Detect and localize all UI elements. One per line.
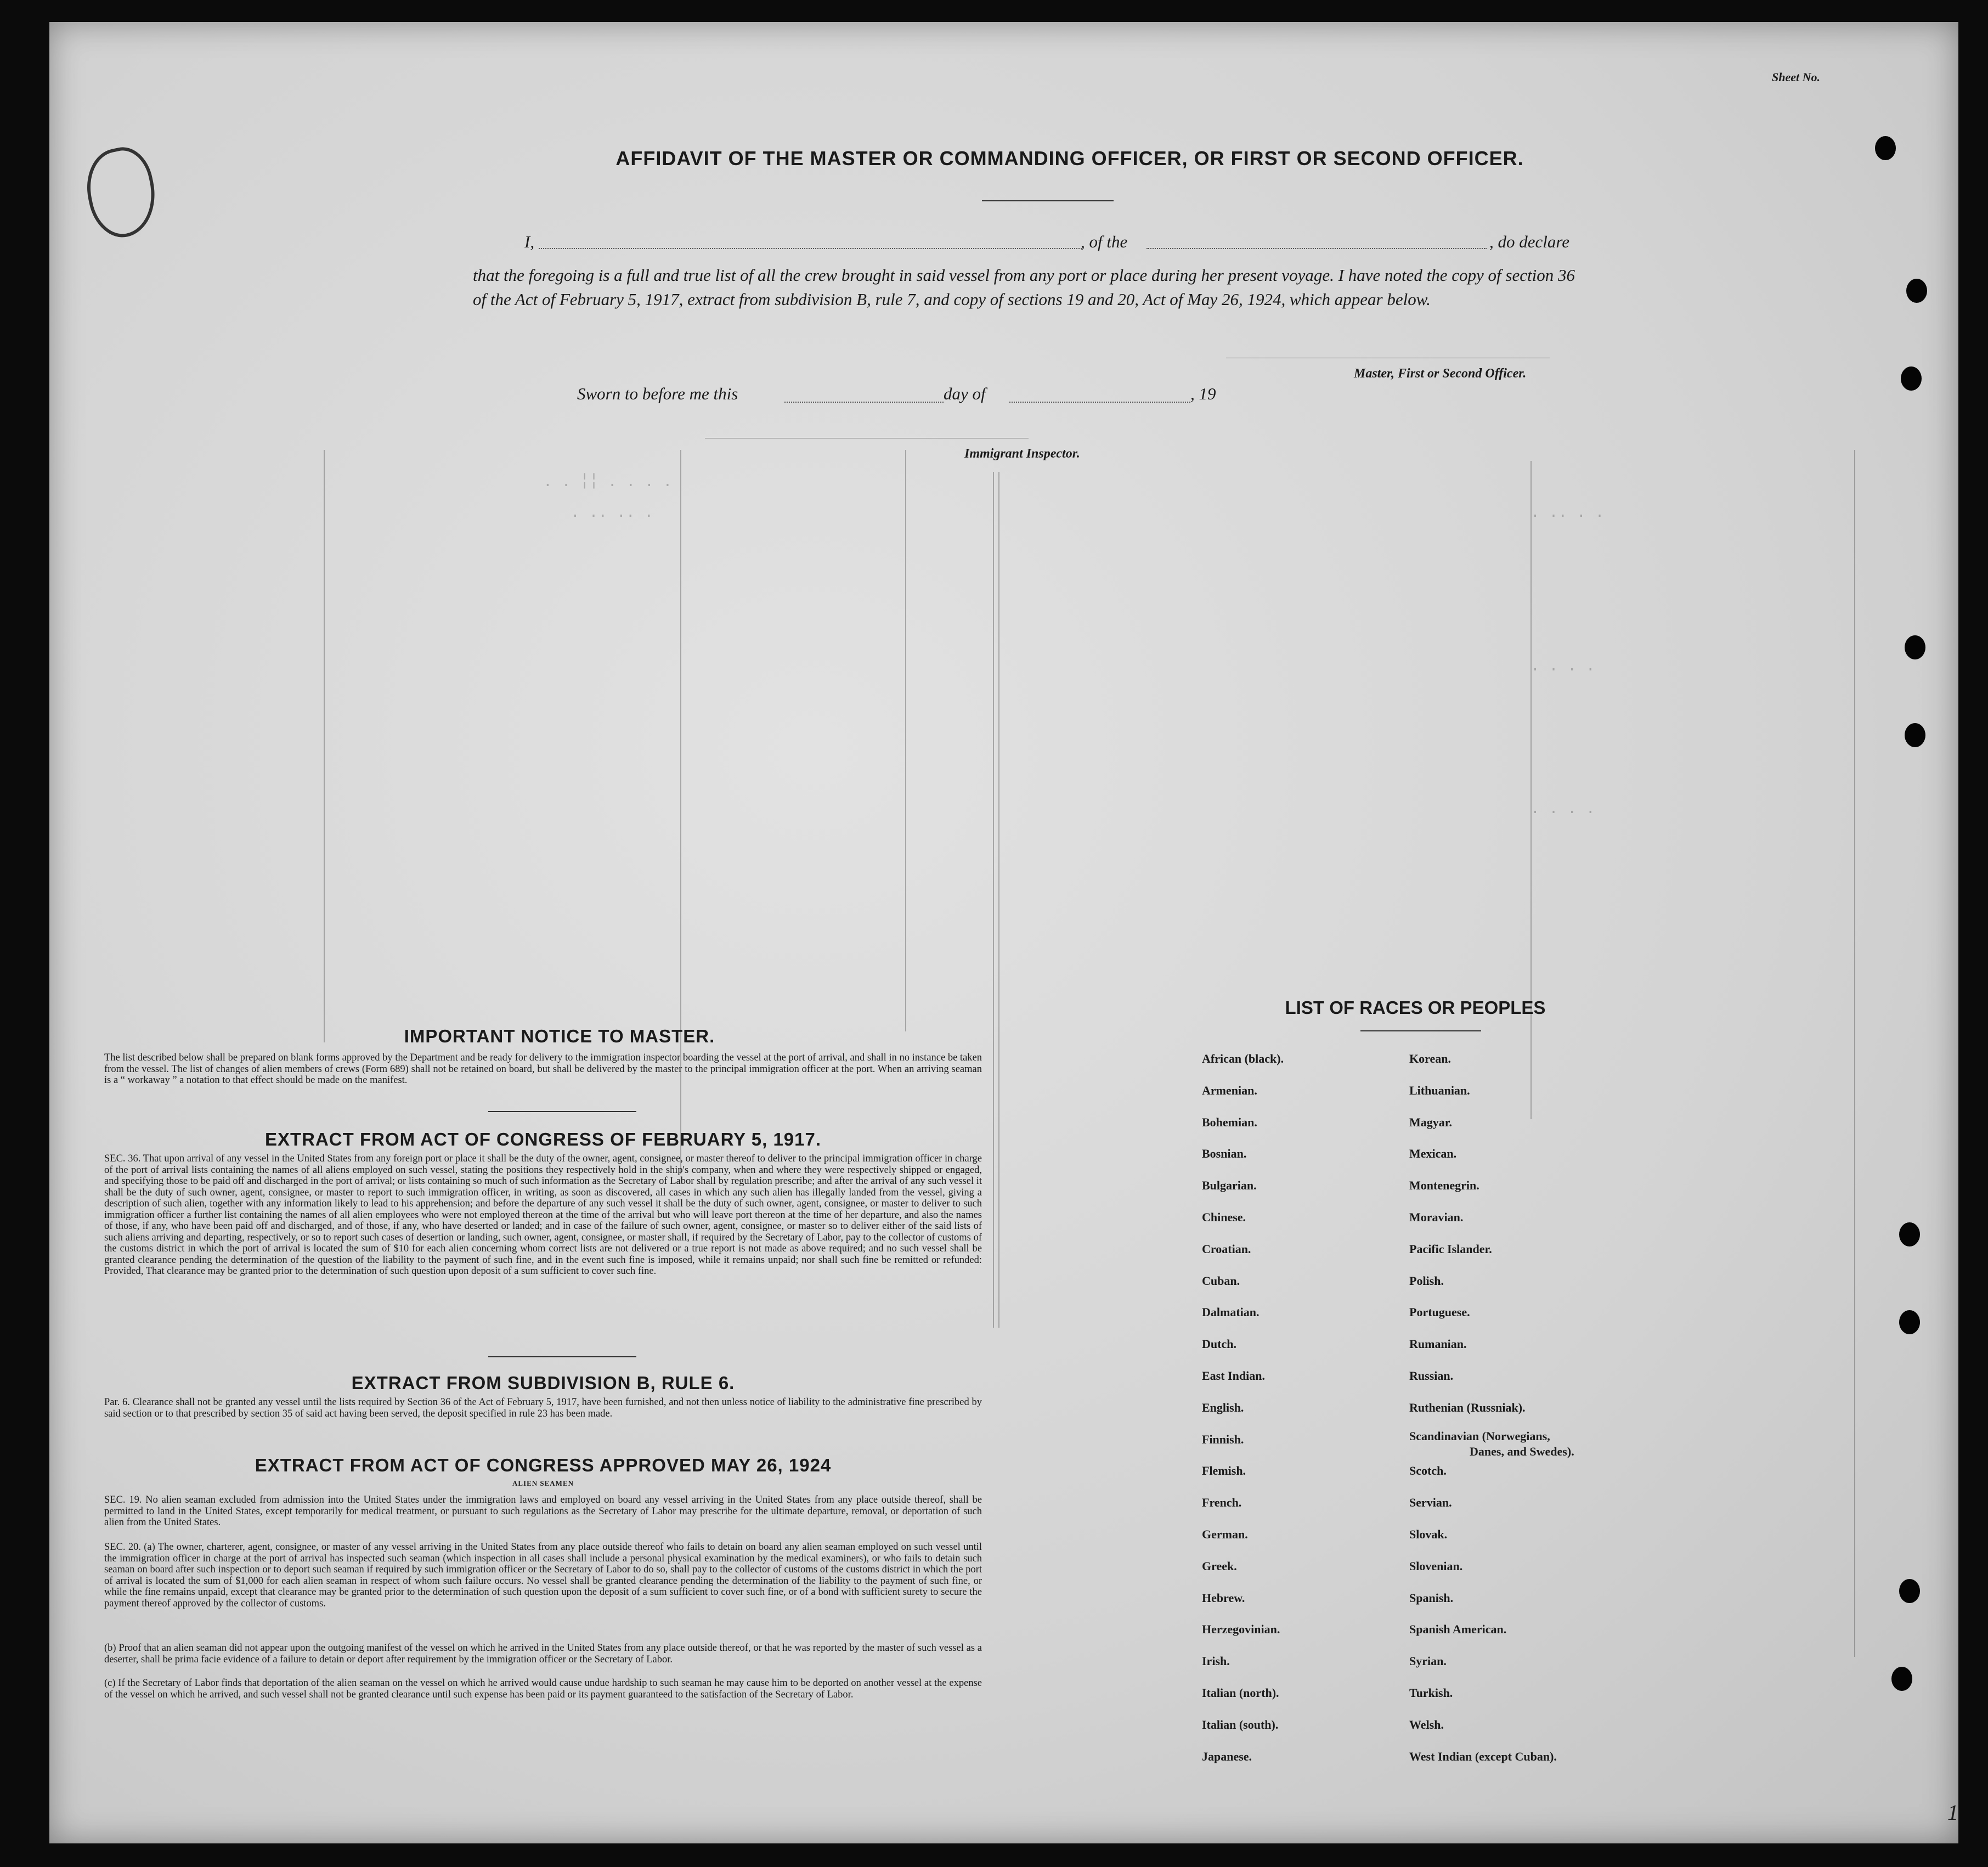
race-item-left: East Indian.	[1202, 1369, 1265, 1383]
race-item-left: Bosnian.	[1202, 1147, 1247, 1161]
race-item-left: Herzegovinian.	[1202, 1622, 1280, 1637]
race-item-left: African (black).	[1202, 1052, 1284, 1065]
race-item-right: Spanish American.	[1409, 1622, 1507, 1637]
name-field-line[interactable]	[539, 248, 1082, 249]
race-item-continuation: Danes, and Swedes).	[1470, 1444, 1574, 1458]
race-item-left: Croatian.	[1202, 1242, 1251, 1256]
race-item-right: Ruthenian (Russniak).	[1409, 1400, 1526, 1414]
race-item-right: Syrian.	[1409, 1654, 1447, 1668]
binder-hole	[1899, 1222, 1920, 1246]
binder-hole	[1875, 136, 1896, 160]
handwritten-mark	[79, 142, 163, 243]
divider	[982, 200, 1114, 201]
bleed-text: . . ╎╎ . . . .	[543, 474, 673, 491]
race-item-left: German.	[1202, 1527, 1248, 1541]
subdivision-text: Par. 6. Clearance shall not be granted any vessel until the lists required by Section 36 of the Act of February 5, 1917, have been furnished, and not then unless notice of liability to the administrative fine prescribed by said section or to that prescribed by section 35 of said act having been served, the deposit specified in rule 23 has been made.	[104, 1397, 982, 1419]
binder-hole	[1901, 366, 1922, 391]
affidavit-of-the-label: , of the	[1081, 232, 1128, 251]
races-title: LIST OF RACES OR PEOPLES	[1285, 997, 1546, 1018]
race-item-left: Hebrew.	[1202, 1590, 1245, 1605]
race-item-right: Rumanian.	[1409, 1337, 1467, 1351]
act1924-subtitle: ALIEN SEAMEN	[512, 1479, 574, 1487]
race-item-left: Italian (south).	[1202, 1717, 1279, 1731]
bleed-text: . . . .	[1530, 801, 1595, 818]
race-item-right: Moravian.	[1409, 1210, 1464, 1224]
bleed-column-line	[1530, 461, 1532, 1119]
race-item-left: Bohemian.	[1202, 1115, 1257, 1129]
race-item-right: Slovenian.	[1409, 1559, 1463, 1573]
edge-mark: 1	[1947, 1800, 1958, 1825]
race-item-right: Lithuanian.	[1409, 1083, 1470, 1097]
race-item-left: Dalmatian.	[1202, 1305, 1260, 1319]
race-item-left: Dutch.	[1202, 1337, 1236, 1351]
act1924-sec19: SEC. 19. No alien seaman excluded from admission into the United States under the immigration laws and employed on board any vessel arriving in the United States from any place outside thereof, shall be permitted to land in the United States, except temporarily for medical treatment, or pursuant to such regulations as the Secretary of Labor may prescribe for the ultimate departure, removal, or deportation of such alien from the United States.	[104, 1494, 982, 1528]
bleed-text: . .. . .	[1530, 505, 1605, 522]
race-item-left: Chinese.	[1202, 1210, 1246, 1224]
race-item-left: Cuban.	[1202, 1273, 1240, 1288]
divider	[1360, 1030, 1481, 1031]
sheet-number-label: Sheet No.	[1772, 70, 1820, 84]
race-item-right: Slovak.	[1409, 1527, 1448, 1541]
race-item-left: Greek.	[1202, 1559, 1237, 1573]
bleed-column-line	[998, 472, 999, 1328]
race-item-right: Korean.	[1409, 1052, 1451, 1065]
act1924-sec20c: (c) If the Secretary of Labor finds that deportation of the alien seaman on the vessel on which he arrived would cause undue hardship to such seaman he may cause him to be deported on another vessel at the expense of the vessel on which he arrived, and such vessel shall not be granted clearance until such expense has been paid or its payment guaranteed to the satisfaction of the Secretary of Labor.	[104, 1678, 982, 1700]
race-item-left: Flemish.	[1202, 1464, 1246, 1478]
bleed-text: . .. .. .	[571, 505, 654, 522]
document-sheet	[49, 22, 1958, 1843]
race-item-right: Servian.	[1409, 1496, 1452, 1510]
notice-text: The list described below shall be prepared on blank forms approved by the Department and be ready for delivery to the immigration inspector boarding the vessel at the port of arrival, and shall in no instance be taken from the vessel. The list of changes of alien members of crews (Form 689) shall not be retained on board, but shall be delivered by the master to the principal immigration officer at the port. When an arriving seaman is a “ workaway ” a notation to that effect should be made on the manifest.	[104, 1052, 982, 1086]
sworn-month-field[interactable]	[1009, 402, 1190, 403]
race-item-left: French.	[1202, 1496, 1242, 1510]
binder-hole	[1905, 723, 1925, 747]
race-item-right: Magyar.	[1409, 1115, 1453, 1129]
sworn-prefix: Sworn to before me this	[577, 384, 738, 403]
divider	[488, 1356, 636, 1357]
race-item-left: Bulgarian.	[1202, 1178, 1257, 1193]
race-item-left: Irish.	[1202, 1654, 1230, 1668]
bleed-text: . . . .	[1530, 658, 1595, 675]
race-item-right: Mexican.	[1409, 1147, 1457, 1161]
affidavit-do-declare-label: , do declare	[1489, 232, 1570, 251]
subdivision-title: EXTRACT FROM SUBDIVISION B, RULE 6.	[351, 1373, 735, 1393]
sworn-day-of-label: day of	[944, 384, 986, 403]
vessel-field-line[interactable]	[1147, 248, 1487, 249]
race-item-right: Montenegrin.	[1409, 1178, 1479, 1193]
bleed-column-line	[324, 450, 325, 1042]
race-item-left: Finnish.	[1202, 1432, 1244, 1446]
race-item-right: West Indian (except Cuban).	[1409, 1749, 1557, 1763]
affidavit-body: that the foregoing is a full and true list of all the crew brought in said vessel from any port or place during her present voyage. I have noted the copy of section 36 of the Act of February 5, 1917, extract from subdivision B, rule 7, and copy of sections 19 and 20, Act of May 26, 1924, which appear below.	[473, 266, 1575, 309]
signature-caption: Master, First or Second Officer.	[1354, 366, 1527, 381]
act1924-title: EXTRACT FROM ACT OF CONGRESS APPROVED MAY 26, 1924	[255, 1455, 832, 1475]
binder-hole	[1906, 279, 1927, 303]
sworn-year-label: , 19	[1190, 384, 1216, 403]
act1924-sec20b: (b) Proof that an alien seaman did not appear upon the outgoing manifest of the vessel on which he arrived in the United States from any place outside thereof, or that he was reported by the master of such vessel as a deserter, shall be prima facie evidence of a failure to detain or deport after requirement by the immigration officer or the Secretary of Labor.	[104, 1643, 982, 1665]
affidavit-title: AFFIDAVIT OF THE MASTER OR COMMANDING OFFICER, OR FIRST OR SECOND OFFICER.	[615, 147, 1524, 170]
act1917-title: EXTRACT FROM ACT OF CONGRESS OF FEBRUARY 5, 1917.	[264, 1129, 822, 1149]
binder-hole	[1899, 1579, 1920, 1603]
sworn-day-field[interactable]	[784, 402, 944, 403]
race-item-right: Russian.	[1409, 1369, 1454, 1383]
affidavit-i-label: I,	[524, 232, 535, 251]
notice-title: IMPORTANT NOTICE TO MASTER.	[404, 1026, 715, 1046]
bleed-column-line	[1854, 450, 1855, 1657]
race-item-right: Turkish.	[1409, 1686, 1453, 1700]
race-item-left: Armenian.	[1202, 1083, 1257, 1097]
binder-hole	[1899, 1310, 1920, 1334]
race-item-left: Japanese.	[1202, 1749, 1252, 1763]
race-item-right: Polish.	[1409, 1273, 1444, 1288]
divider	[488, 1111, 636, 1112]
race-item-right: Spanish.	[1409, 1590, 1454, 1605]
act1917-text: SEC. 36. That upon arrival of any vessel in the United States from any foreign port or place it shall be the duty of the owner, agent, consignee, or master thereof to deliver to the principal immigration officer in charge of the port of arrival lists containing the names of all aliens employed on such vessel, stating the positions they respectively hold in the ship's company, when and where they were respectively shipped or engaged, and specifying those to be paid off and discharged in the port of arrival; or lists containing so much of such information as the Secretary of Labor shall by regulation prescribe; and after the arrival of any such vessel it shall be the duty of such owner, agent, consignee, or master to report to such immigration officer, in writing, as soon as discovered, all cases in which any such alien has illegally landed from the vessel, giving a description of such alien, together with any information likely to lead to his apprehension; and before the departure of any such vessel it shall be the duty of such owner, agent, consignee, or master to deliver to such immigration officer a further list containing the names of all alien employees who were not employed thereon at the time of the arrival but who will leave port thereon at the time of her departure, and also the names of those, if any, who have been paid off and discharged, and of those, if any, who have deserted or landed; and in case of the failure of such owner, agent, consignee, or master so to deliver either of the said lists of such aliens arriving and departing, respectively, or so to report such cases of desertion or landing, such owner, agent, consignee, or master shall, if required by the Secretary of Labor, pay to the collector of customs of the customs district in which the port of arrival is located the sum of $10 for each alien concerning whom correct lists are not delivered or a true report is not made as above required; and no such vessel shall be granted clearance pending the determination of the question of the liability to the payment of such fine, and in the event such fine is imposed, while it remains unpaid; nor shall such fine be remitted or refunded: Provided, That clearance may be granted prior to the determination of such question upon deposit of a sum sufficient to cover such fine.	[104, 1153, 982, 1277]
race-item-left: English.	[1202, 1400, 1244, 1414]
binder-hole	[1891, 1667, 1912, 1691]
race-item-right: Pacific Islander.	[1409, 1242, 1492, 1256]
race-item-right: Scotch.	[1409, 1464, 1447, 1478]
act1924-sec20a: SEC. 20. (a) The owner, charterer, agent, consignee, or master of any vessel arriving in the United States from any place outside thereof who fails to detain on board any alien seaman employed on such vessel until the immigration officer in charge at the port of arrival has inspected such seaman (which inspection in all cases shall include a personal physical examination by the medical examiners), or who fails to detain such seaman on board after such inspection or to deport such seaman if required by such immigration officer or the Secretary of Labor to do so, shall pay to the collector of customs of the customs district in which the port of arrival is located the sum of $1,000 for each alien seaman in respect of whom such failure occurs. No vessel shall be granted clearance pending the determination of the liability to the payment of such fine, or while the fine remains unpaid, except that clearance may be granted prior to the determination of such question upon the deposit of a sum sufficient to cover such fine, or of a bond with sufficient surety to secure the payment thereof approved by the collector of customs.	[104, 1542, 982, 1609]
race-item-right: Scandinavian (Norwegians,	[1409, 1429, 1550, 1443]
inspector-caption: Immigrant Inspector.	[964, 447, 1080, 461]
race-item-right: Welsh.	[1409, 1717, 1444, 1731]
bleed-column-line	[993, 472, 994, 1328]
binder-hole	[1905, 635, 1925, 659]
race-item-left: Italian (north).	[1202, 1686, 1279, 1700]
bleed-column-line	[905, 450, 906, 1031]
race-item-right: Portuguese.	[1409, 1305, 1470, 1319]
